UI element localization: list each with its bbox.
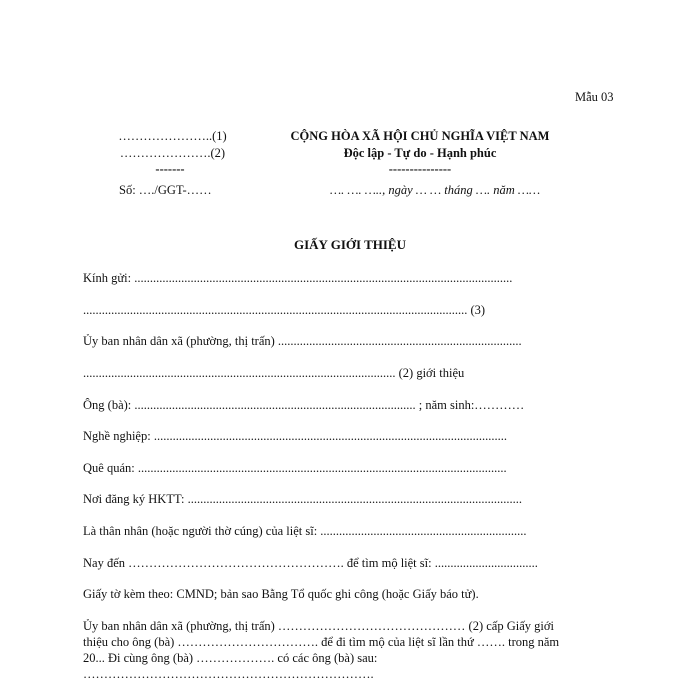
field-gioi-thieu: .................................................................................................... (2) giới thiệu bbox=[83, 366, 465, 380]
issuing-body-line-2: ………………….(2) bbox=[119, 146, 226, 160]
field-uy-ban: Ủy ban nhân dân xã (phường, thị trấn) .............................................................................. bbox=[83, 334, 522, 348]
field-kinh-gui: Kính gửi: ......................................................................................................................... bbox=[83, 271, 513, 285]
document-number: Số: …./GGT-…… bbox=[119, 183, 212, 197]
field-nghe-nghiep: Nghề nghiệp: ................................................................................................................. bbox=[83, 429, 507, 443]
national-motto: Độc lập - Tự do - Hạnh phúc bbox=[343, 146, 497, 160]
paragraph-line-4: ……………………………………………………………. bbox=[83, 667, 374, 681]
field-kinh-gui-continued: ........................................................................................................................... (3) bbox=[83, 303, 486, 317]
paragraph-line-2: thiệu cho ông (bà) ……………………………. để đi tìm mộ của liệt sĩ lần thứ ……. trong năm bbox=[83, 635, 560, 649]
field-giay-to: Giấy tờ kèm theo: CMND; bản sao Bằng Tổ quốc ghi công (hoặc Giấy báo tử). bbox=[83, 587, 479, 601]
left-separator: ------- bbox=[155, 162, 185, 176]
document-title: GIẤY GIỚI THIỆU bbox=[294, 237, 406, 252]
field-que-quan: Quê quán: ...................................................................................................................... bbox=[83, 461, 507, 475]
right-separator: --------------- bbox=[388, 162, 452, 176]
paragraph-line-3: 20... Đi cùng ông (bà) ………………. có các ông (bà) sau: bbox=[83, 651, 378, 665]
field-ong-ba: Ông (bà): .......................................................................................... ; năm sinh:………… bbox=[83, 398, 525, 412]
field-noi-dang-ky: Nơi đăng ký HKTT: ........................................................................................................... bbox=[83, 492, 522, 506]
issuing-body-line-1: …………………..(1) bbox=[118, 129, 227, 143]
paragraph-line-1: Ủy ban nhân dân xã (phường, thị trấn) ……………………………………… (2) cấp Giấy giới bbox=[83, 619, 554, 633]
field-nay-den: Nay đến ……………………………………………. để tìm mộ liệt sĩ: ................................. bbox=[83, 556, 538, 570]
document-date: …. …. ….., ngày … … tháng …. năm …… bbox=[330, 183, 541, 197]
country-name: CỘNG HÒA XÃ HỘI CHỦ NGHĨA VIỆT NAM bbox=[290, 129, 550, 143]
field-la-than-nhan: Là thân nhân (hoặc người thờ cúng) của liệt sĩ: .................................................................. bbox=[83, 524, 527, 538]
form-code: Mẫu 03 bbox=[575, 90, 614, 104]
